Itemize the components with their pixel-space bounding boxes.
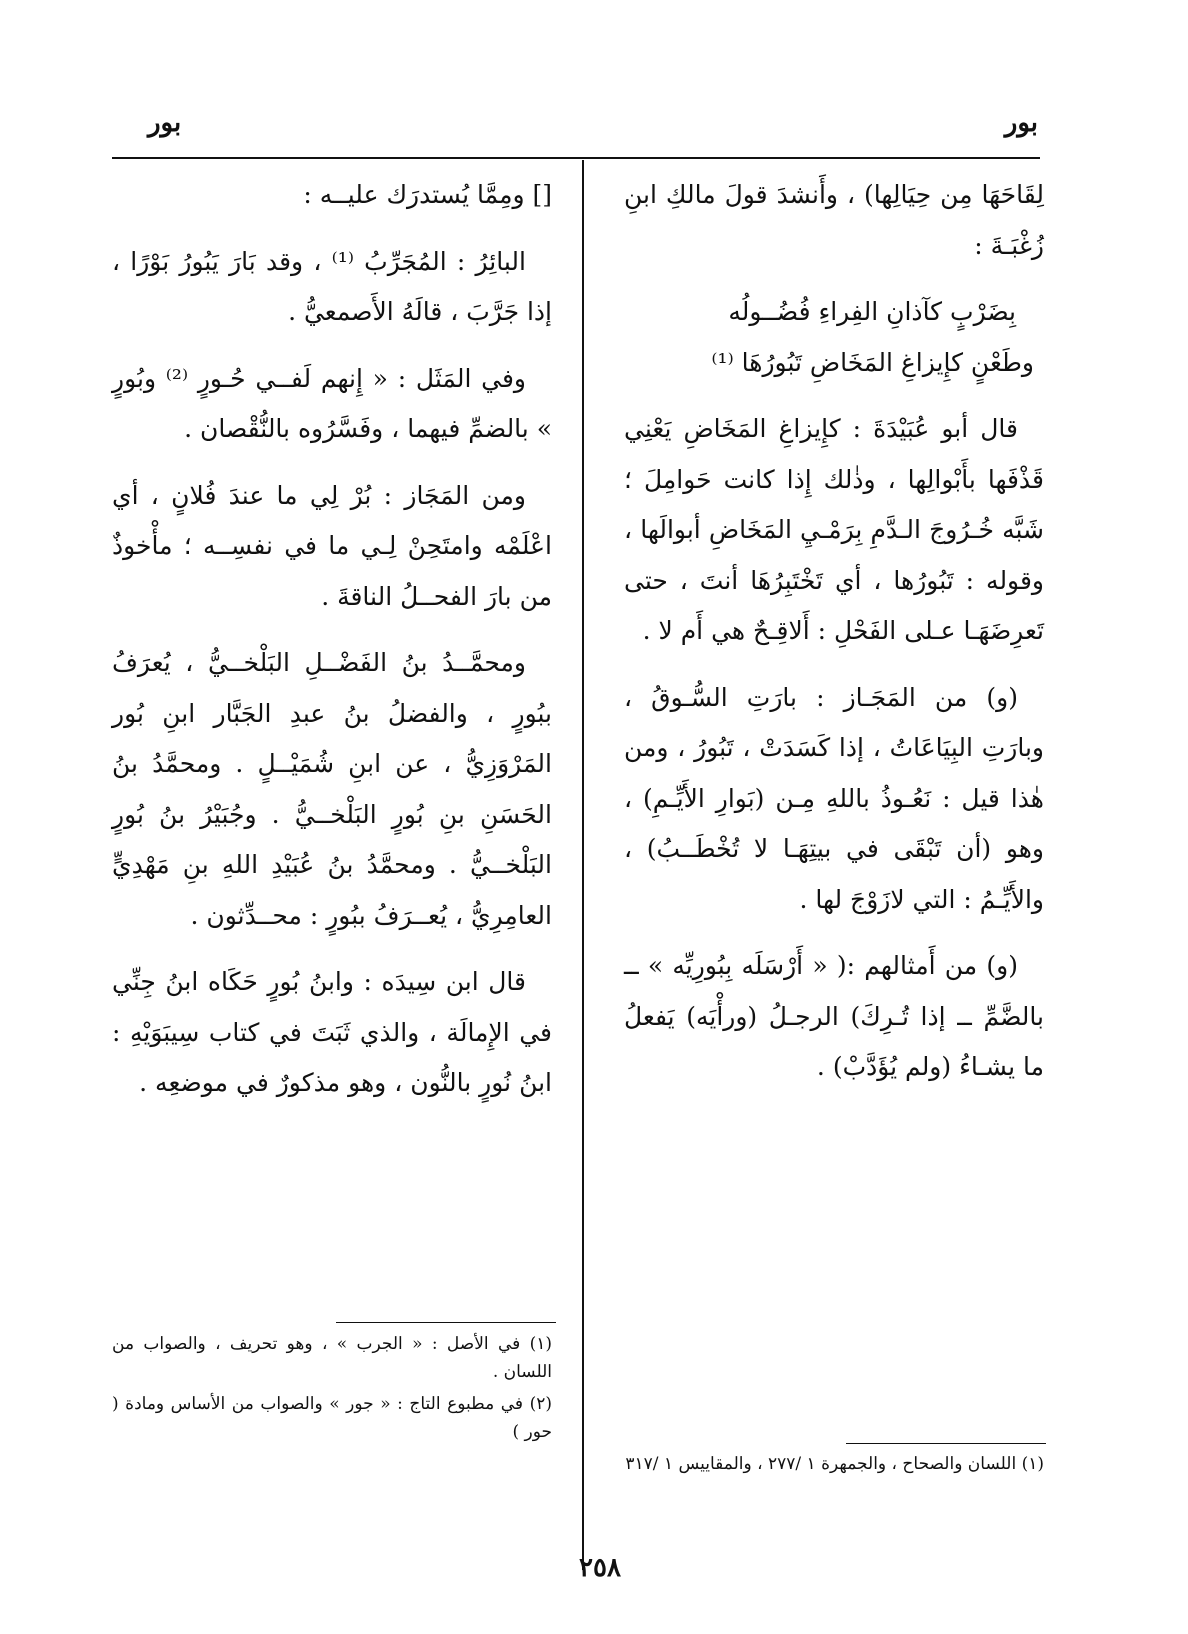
left-paragraph-5: ومحمَّــدُ بنُ الفَضْــلِ البَلْخــيُّ ، يُعرَفُ ببُورٍ ، والفضلُ بنُ عبدِ الجَبَّار ابنِ بُور المَرْوَزِيُّ ، عن ابنِ شُمَيْــلٍ . ومحمَّدُ بنُ الحَسَنِ بنِ بُورٍ البَلْخــيُّ . وجُبَيْرُ بنُ بُورٍ البَلْخــيُّ . ومحمَّدُ بنُ عُبَيْدِ اللهِ بنِ مَهْدِيٍّ العامِرِيُّ ، يُعــرَفُ ببُورٍ : محــدِّثون . xyxy=(112,648,552,930)
left-paragraph-6: قال ابن سِيدَه : وابنُ بُورٍ حَكَاه ابنُ جِنِّي في الإِمالَة ، والذي ثَبَتَ في كتاب سِيبَوَيْهِ : ابنُ نُورٍ بالنُّون ، وهو مذكورٌ في موضعِه . xyxy=(112,967,552,1097)
footnote-left-2: (٢) في مطبوع التاج : « جور » والصواب من الأساس ومادة ( حور ) xyxy=(112,1394,552,1442)
right-paragraph-1: لِقَاحَهَا مِن حِيَالِها) ، وأَنشدَ قولَ مالكِ ابنِ زُغْبَـةَ : xyxy=(624,180,1044,260)
running-header-left: بور xyxy=(148,108,182,138)
left-paragraph-1: [] ومِمَّا يُستدرَك عليــه : xyxy=(303,180,552,209)
footnote-rule-right xyxy=(846,1443,1046,1444)
left-column xyxy=(112,170,552,1125)
footnotes-right xyxy=(624,1450,1044,1482)
verse-line-2: وطَعْنٍ كإِيزاغِ المَخَاضِ تَبُورُهَا ⁽¹⁾ xyxy=(711,347,1034,377)
header-rule xyxy=(112,157,1040,159)
verse-line-1: بِضَرْبٍ كآذانِ الفِراءِ فُضُــولُه xyxy=(728,297,1016,326)
verse xyxy=(624,287,1044,388)
footnotes-left xyxy=(112,1330,552,1450)
right-paragraph-4: (و) من أَمثالهم :( « أَرْسَلَه بِبُورِيِّه » ــ بالضَّمِّ ــ إذا تُـرِكَ) الرجـلُ (ورأْيَه) يَفعلُ ما يشـاءُ (ولم يُؤَدَّبْ) . xyxy=(624,951,1044,1081)
right-paragraph-2: قال أبو عُبَيْدَةَ : كإِيزاغِ المَخَاضِ يَعْنِي قَذْفَها بأَبْوالِها ، وذٰلك إِذا كانت حَوامِلَ ؛ شَبَّه خُـرُوجَ الـدَّمِ بِرَمْـيِ المَخَاضِ أبوالَها ، وقوله : تَبُورُها ، أي تَخْتَبِرُهَا أنتَ ، حتى تَعرِضَهَـا عـلى الفَحْلِ : أَلاقِـحٌ هي أَم لا . xyxy=(624,414,1044,645)
right-paragraph-3: (و) من المَجَـاز : بارَتِ السُّـوقُ ، وبارَتِ البِيَاعَاتُ ، إذا كَسَدَتْ ، تَبُورُ ، ومن هٰذا قيل : نَعُـوذُ باللهِ مِـن (بَوارِ الأَيِّـمِ) ، وهو (أن تَبْقَى في بيتِهَـا لا تُخْطَــبُ) ، والأَيِّـمُ : التي لازَوْجَ لها . xyxy=(624,682,1044,914)
running-header-right: بور xyxy=(1004,108,1038,138)
footnote-rule-left xyxy=(336,1322,556,1323)
left-paragraph-4: ومن المَجَاز : بُرْ لِي ما عندَ فُلانٍ ، أي اعْلَمْه وامتَحِنْ لِـي ما في نفسِــه ؛ مأْخوذٌ من بارَ الفحــلُ الناقةَ . xyxy=(112,480,552,611)
left-paragraph-3: وفي المَثَل : « إِنهم لَفــي حُـورٍ ⁽²⁾ وبُورٍ » بالضمِّ فيهما ، وفَسَّرُوه بالنُّقْصان . xyxy=(112,363,552,443)
left-paragraph-2: البائِرُ : المُجَرِّبُ ⁽¹⁾ ، وقد بَارَ يَبُورُ بَوْرًا ، إذا جَرَّبَ ، قالَهُ الأَصمعيُّ . xyxy=(112,246,552,326)
column-divider xyxy=(582,160,584,1570)
footnote-right-1: (١) اللسان والصحاح ، والجمهرة ١ /٢٧٧ ، والمقاييس ١ /٣١٧ xyxy=(625,1454,1044,1474)
footnote-left-1: (١) في الأصل : « الجرب » ، وهو تحريف ، والصواب من اللسان . xyxy=(112,1334,552,1382)
page-number: ٢٥٨ xyxy=(579,1553,621,1583)
right-column xyxy=(624,170,1044,1109)
